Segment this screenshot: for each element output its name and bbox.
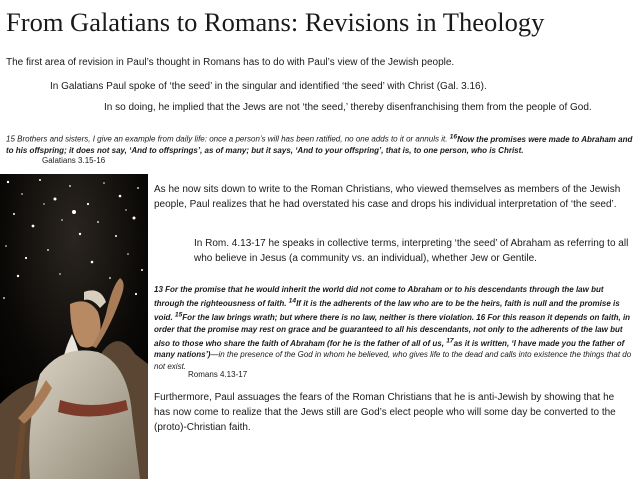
verse-number-14: 14: [288, 297, 297, 305]
romans-quote-verse14: If it is the adherents of the law who are to be the heirs, faith is null and the promise is void.: [154, 299, 620, 323]
galatians-quote: [6, 131, 634, 157]
romans-quote-verse13: 13 For the promise that he would inherit the world did not come to Abraham or to his descendants through the law but through the righteousness of faith.: [154, 285, 604, 309]
galatians-reference: Galatians 3.15-16: [42, 156, 106, 165]
paragraph-roman-christians: As he now sits down to write to the Roman Christians, who viewed themselves as members of the Jewish people, Paul realizes that he had overstated his case and drops his individual interpretation of ‘the seed’.: [154, 184, 621, 210]
romans-quote-verse15-16: For the law brings wrath; but where there is no law, neither is there violation. 16 For this reason it depends on faith, in order that the promise may rest on grace and be guaranteed to all his descendants, not only to the adherents of the law but also to those who share the faith of Abraham (for he is the father of all of us,: [154, 313, 631, 348]
galatians-quote-verse16: Now the promises were made to Abraham and to his offspring; it does not say, ‘And to offsprings’, as of many; but it says, ‘And to your offspring’, that is, to one person, who is Christ.: [6, 134, 633, 156]
paragraph-disenfranchising: In so doing, he implied that the Jews are not ‘the seed,’ thereby disenfranchising them from the people of God.: [104, 102, 592, 113]
romans-reference: Romans 4.13-17: [188, 370, 248, 379]
verse-number-16: 16: [449, 133, 458, 140]
paragraph-galatians-seed: In Galatians Paul spoke of ‘the seed’ in the singular and identified ‘the seed’ with Christ (Gal. 3.16).: [50, 81, 487, 92]
abraham-stars-illustration: [0, 174, 148, 479]
romans-quote-presence: —in the presence of the God in whom he believed, who gives life to the dead and calls into existence the things that do not exist.: [154, 350, 632, 371]
romans-quote-verse17: as it is written, ‘I have made you the father of many nations’): [154, 338, 625, 360]
slide-title: From Galatians to Romans: Revisions in Theology: [6, 7, 545, 37]
paragraph-revision-intro: The first area of revision in Paul’s thought in Romans has to do with Paul’s view of the Jewish people.: [6, 57, 455, 68]
verse-number-15: 15: [174, 311, 183, 319]
paragraph-assuages-fears: Furthermore, Paul assuages the fears of the Roman Christians that he is anti-Jewish by showing that he has now come to realize that the Jews still are God’s elect people who will some day be converted to the (proto)-Christian faith.: [154, 392, 616, 433]
paragraph-romans-collective: In Rom. 4.13-17 he speaks in collective terms, interpreting ‘the seed’ of Abraham as referring to all who believe in Jesus (a community vs. an individual), whether Jew or Gentile.: [194, 238, 629, 264]
verse-number-17: 17: [446, 337, 454, 345]
romans-quote: [154, 284, 634, 372]
abraham-stars-image: [0, 174, 148, 479]
galatians-quote-verse15: 15 Brothers and sisters, I give an example from daily life: once a person’s will has been ratified, no one adds to it or annuls it.: [6, 134, 450, 144]
